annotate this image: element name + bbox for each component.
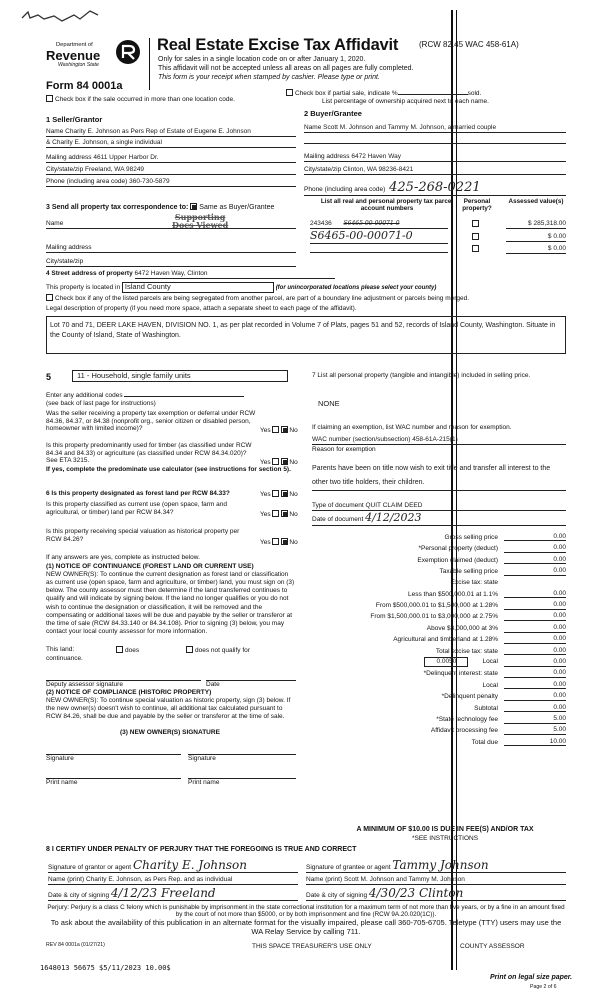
does-checkbox[interactable] — [116, 646, 123, 653]
calc-label: Subtotal — [474, 704, 498, 712]
calc-value[interactable]: 0.00 — [504, 635, 566, 644]
page-number: Page 2 of 6 — [530, 984, 557, 990]
buyer-city-field[interactable]: Clinton, WA 98236-8421 — [343, 166, 414, 173]
pct-instructions: List percentage of ownership acquired next to each name. — [322, 98, 489, 105]
doc-date-field[interactable]: 4/12/2023 — [365, 511, 422, 524]
calc-label: *State technology fee — [436, 715, 498, 723]
unincorp-note: (for unincorporated locations please select your county) — [275, 285, 437, 291]
seller-mail-label: Mailing address — [46, 154, 92, 161]
calc-label: Affidavit processing fee — [430, 727, 498, 735]
calc-value[interactable]: 0.00 — [504, 601, 566, 610]
calc-row — [300, 610, 566, 621]
buyer-heading: 2 Buyer/Grantee — [304, 109, 362, 118]
multi-location-label: Check box if the sale occurred in more than one location code. — [55, 96, 235, 103]
historic-question: Is this property receiving special valuation as historical property per RCW 84.26? — [46, 528, 240, 543]
calc-value[interactable]: 0.00 — [504, 681, 566, 690]
located-label: This property is located in — [46, 284, 121, 291]
personal-checkbox-3[interactable] — [472, 245, 479, 252]
legal-description-field[interactable]: Lot 70 and 71, DEER LAKE HAVEN, DIVISION NO. 1, as per plat recorded in Volume 7 of Plats, pages 51 and 52, records of Island County, Washington. Situate in the County of Island, State of Washington. — [46, 316, 566, 354]
calc-label: Agricultural and timberland at 1.28% — [393, 636, 498, 644]
checkbox[interactable] — [286, 89, 293, 96]
assessed-value-3[interactable]: $ 0.00 — [506, 245, 566, 254]
corr-mail-label: Mailing address — [46, 244, 92, 251]
no-label: No — [289, 511, 298, 518]
owner-signature-2[interactable]: Signature — [188, 754, 296, 763]
yes-checkbox[interactable] — [272, 490, 279, 497]
calc-label: *Delinquent interest: state — [423, 670, 498, 678]
header-line-2: This affidavit will not be accepted unless all areas on all pages are fully completed. — [158, 65, 414, 72]
continuance-label: continuance. — [46, 655, 83, 662]
owner-print-1[interactable]: Print name — [46, 778, 181, 787]
stamp-line1: Supporting — [174, 212, 226, 222]
calc-row — [300, 633, 566, 644]
calc-value[interactable]: 0.00 — [504, 624, 566, 633]
calc-value[interactable]: 0.00 — [504, 544, 566, 553]
yes-checkbox[interactable] — [272, 426, 279, 433]
personal-checkbox-2[interactable] — [472, 233, 479, 240]
calc-value[interactable]: 0.00 — [504, 647, 566, 656]
grantor-sig-label: Signature of grantor or agent — [48, 864, 132, 871]
addl-codes-label: Enter any additional codes — [46, 392, 123, 399]
calc-row — [300, 689, 566, 700]
seller-mail-field[interactable]: 4611 Upper Harbor Dr. — [93, 154, 159, 161]
calc-value[interactable]: 0.00 — [504, 669, 566, 678]
seller-phone-field[interactable]: 360-730-5879 — [129, 178, 170, 185]
buyer-name-field[interactable]: Scott M. Johnson and Tammy M. Johnson, a married couple — [323, 124, 497, 131]
buyer-phone-label: Phone (including area code) — [304, 186, 386, 193]
section7-heading: 7 List all personal property (tangible and intangible) included in selling price. — [312, 372, 531, 379]
q6b-yesno[interactable] — [260, 510, 298, 519]
buyer-name-label: Name — [304, 124, 322, 131]
grantor-name-label: Name (print) — [48, 876, 85, 883]
logo-revenue: Revenue — [46, 47, 101, 63]
section5-num: 5 — [46, 372, 52, 382]
calc-value[interactable]: 0.00 — [504, 533, 566, 542]
no-checkbox[interactable] — [281, 490, 288, 497]
no-label: No — [289, 427, 298, 434]
personal-checkbox-1[interactable] — [472, 220, 479, 227]
parcel-number[interactable]: 243436 — [310, 220, 332, 227]
treasurer-use-label: THIS SPACE TREASURER'S USE ONLY — [252, 943, 372, 950]
calc-value[interactable]: 0.00 — [504, 590, 566, 599]
grantee-date-field[interactable]: 4/30/23 Clinton — [368, 886, 464, 900]
calc-label: Exemption claimed (deduct) — [417, 556, 498, 564]
no-checkbox[interactable] — [281, 510, 288, 517]
calc-value[interactable]: 0.00 — [504, 704, 566, 713]
calc-row — [300, 553, 566, 564]
calc-value[interactable]: 5.00 — [504, 715, 566, 724]
owner-print-2[interactable]: Print name — [188, 778, 296, 787]
q6c-yesno[interactable] — [260, 538, 298, 547]
same-as-buyer-checkbox[interactable] — [190, 203, 197, 210]
no-checkbox[interactable] — [281, 426, 288, 433]
forest-question: 6 Is this property designated as forest land per RCW 84.33? — [46, 490, 230, 497]
rcw-ref: (RCW 82.45 WAC 458-61A) — [419, 40, 519, 49]
wac-label: WAC number (section/subsection) — [312, 436, 411, 443]
partial-pct-field[interactable] — [398, 94, 468, 95]
if-any-note: If any answers are yes, complete as instructed below. — [46, 554, 200, 561]
seller-city-label: City/state/zip — [46, 166, 84, 173]
corr-city-label: City/state/zip — [46, 258, 84, 265]
yes-label: Yes — [260, 539, 271, 546]
assessed-value-1[interactable]: $ 285,318.00 — [506, 220, 566, 229]
land-use-select[interactable]: 11 - Household, single family units — [72, 370, 288, 382]
county-select[interactable]: Island County — [122, 282, 274, 293]
yes-checkbox[interactable] — [272, 510, 279, 517]
seller-city-field[interactable]: Freeland, WA 98249 — [85, 166, 145, 173]
section3-heading: 3 Send all property tax correspondence to: — [46, 204, 189, 211]
this-land-label: This land: — [46, 646, 75, 653]
calc-value[interactable]: 0.00 — [504, 556, 566, 565]
stamp-line2: Docs Viewed — [172, 219, 229, 230]
revision-code: REV 84 0001a (01/27/21) — [46, 942, 105, 948]
grantee-name-label: Name (print) — [306, 876, 343, 883]
exemption-note: If claiming an exemption, list WAC number and reason for exemption. — [312, 424, 512, 431]
parcel-col-header: List all real and personal property tax parcel account numbers — [320, 198, 454, 213]
calc-label: Total due — [471, 738, 498, 746]
calc-label: Total excise tax: state — [435, 647, 498, 655]
addl-codes-field[interactable] — [124, 396, 244, 397]
doc-date-label: Date of document — [312, 516, 364, 523]
assessed-value-2[interactable]: $ 0.00 — [506, 233, 566, 242]
reason-label: Reason for exemption — [312, 446, 376, 453]
yes-checkbox[interactable] — [272, 458, 279, 465]
minimum-due-note: A MINIMUM OF $10.00 IS DUE IN FEE(S) AND/OR TAX — [356, 826, 534, 833]
scan-scribble — [20, 6, 106, 28]
calc-value[interactable]: 0.00 — [504, 692, 566, 701]
buyer-mail-label: Mailing address — [304, 153, 350, 160]
calc-label: Local — [482, 658, 498, 666]
calc-row — [300, 598, 566, 609]
calc-value[interactable]: 0.00 — [504, 658, 566, 667]
calc-row — [300, 678, 566, 689]
header-line-1: Only for sales in a single location code on or after January 1, 2020. — [158, 56, 366, 63]
parcel-row-2[interactable]: S6465-00-00071-0 — [310, 230, 448, 244]
calc-row — [300, 735, 566, 746]
seller-phone-label: Phone (including area code) — [46, 178, 128, 185]
segregate-label: Check box if any of the listed parcels are being segregated from another parcel, are part of a boundary line adjustment or parcels being merged. — [55, 295, 470, 302]
personal-col-header: Personal property? — [462, 198, 492, 213]
yes-label: Yes — [260, 427, 271, 434]
calc-label: Less than $500,000.01 at 1.1% — [408, 590, 498, 598]
yes-label: Yes — [260, 511, 271, 518]
continuance-text: NEW OWNER(S): To continue the current designation as forest land or classification as current use (open space, farm and agriculture, or timber) land, you must sign on (3) below. The county assessor must then determine if the land transferred continues to qualify and will indicate by signing below. If the land no longer qualifies or you do not wish to continue the designation or classification, it will be removed and the compensating or additional taxes will be due and payable by the seller or transferor at the time of sale (RCW 84.33.140 or 84.34.108). Prior to signing (3) below, you may contact your local county assessor for more information. — [46, 571, 295, 635]
grantor-date-label: Date & city of signing — [48, 892, 110, 899]
yes-checkbox[interactable] — [272, 538, 279, 545]
buyer-mail-field[interactable]: 6472 Haven Way — [351, 153, 401, 160]
revenue-logo-icon — [114, 38, 142, 66]
q1-yesno[interactable] — [260, 426, 298, 435]
owner-signature-1[interactable]: Signature — [46, 754, 181, 763]
calc-label: *Personal property (deduct) — [418, 545, 498, 553]
see-instructions: *SEE INSTRUCTIONS — [411, 835, 479, 842]
compliance-heading: (2) NOTICE OF COMPLIANCE (HISTORIC PROPERTY) — [46, 689, 212, 696]
current-use-question: Is this property classified as current use (open space, farm and agricultural, or timber) land per RCW 84.34? — [46, 501, 228, 516]
buyer-city-label: City/state/zip — [304, 166, 342, 173]
calc-label: Gross selling price — [444, 533, 498, 541]
deputy-signature-line[interactable]: Deputy assessor signature — [46, 680, 201, 689]
exemption-question: Was the seller receiving a property tax exemption or deferral under RCW 84.36, 84.37, or 84.38 (nonprofit org., senior citizen or disabled person, homeowner with limited income)? — [46, 410, 256, 433]
sold-label: sold. — [467, 90, 482, 97]
calc-row — [300, 587, 566, 598]
alternate-format-note: To ask about the availability of this publication in an alternate format for the visually impaired, please call 360-705-6705. Teletype (TTY) users may use the WA Relay Service by calling 711. — [50, 918, 562, 936]
revenue-logo — [46, 42, 112, 68]
calc-row — [300, 576, 566, 587]
wac-field[interactable]: 458-61A-215(1) — [412, 436, 458, 443]
grantor-signature[interactable]: Charity E. Johnson — [132, 858, 247, 872]
no-checkbox[interactable] — [281, 458, 288, 465]
calc-value[interactable]: 0.00 — [504, 612, 566, 621]
page-title: Real Estate Excise Tax Affidavit — [157, 36, 399, 54]
cashier-stamp: 1648013 56675 $5/11/2023 10.00$ — [40, 964, 171, 972]
no-label: No — [289, 459, 298, 466]
calc-label: *Delinquent penalty — [441, 693, 498, 701]
grantee-name-field[interactable]: Scott M. Johnson and Tammy M. Johnson — [343, 876, 465, 883]
calc-row — [300, 564, 566, 575]
assessed-col-header: Assessed value(s) — [508, 198, 564, 205]
addl-codes-note: (see back of last page for instructions) — [46, 400, 156, 407]
calc-row — [300, 541, 566, 552]
calc-label: Above $3,000,000 at 3% — [426, 624, 498, 632]
calc-row — [300, 667, 566, 678]
grantor-date-field[interactable]: 4/12/23 Freeland — [110, 886, 216, 900]
doc-type-label: Type of document — [312, 502, 364, 509]
header-divider — [149, 38, 150, 90]
corr-name-label: Name — [46, 220, 64, 227]
seller-name-line2[interactable]: & Charity E. Johnson, a single individual — [46, 139, 296, 148]
calc-row — [300, 712, 566, 723]
street-field[interactable]: 6472 Haven Way, Clinton — [135, 270, 335, 279]
legal-paper-note: Print on legal size paper. — [490, 974, 573, 981]
legal-desc-label: Legal description of property (if you need more space, attach a separate sheet to each page of the affidavit). — [46, 305, 357, 312]
calc-row — [300, 644, 566, 655]
does-not-checkbox[interactable] — [186, 646, 193, 653]
doc-type-field[interactable]: QUIT CLAIM DEED — [365, 502, 423, 509]
yes-label: Yes — [260, 459, 271, 466]
seller-name-field[interactable]: Charity E. Johnson as Pers Rep of Estate of Eugene E. Johnson — [65, 128, 251, 135]
calc-label: From $1,500,000.01 to $3,000,000 at 2.75% — [370, 613, 498, 621]
buyer-phone-field[interactable]: 425-268-0221 — [389, 180, 481, 195]
partial-sale-label: Check box if partial sale, indicate % — [295, 90, 398, 97]
timber-note: If yes, complete the predominate use calculator (see instructions for section 5). — [46, 466, 291, 473]
local-rate-field[interactable]: 0.0050 — [424, 657, 468, 667]
no-label: No — [289, 539, 298, 546]
seller-name-label: Name — [46, 128, 64, 135]
no-label: No — [289, 491, 298, 498]
does-not-label: does not qualify for — [195, 647, 250, 654]
timber-question: Is this property predominantly used for timber (as classified under RCW 84.34 and 84.33) or agriculture (as classified under RCW 84.34.020)? See ETA 3215. — [46, 442, 252, 465]
compliance-text: NEW OWNER(S): To continue special valuation as historic property, sign (3) below. If the new owner(s) doesn't wish to continue, all additional tax calculated pursuant to RCW 84.26, shall be due and payable by the seller or transferor at the time of sale. — [46, 697, 291, 721]
buyer-name-line2[interactable] — [304, 136, 566, 144]
calc-row — [300, 530, 566, 541]
yes-label: Yes — [260, 491, 271, 498]
multi-location-check[interactable] — [46, 95, 235, 104]
continuance-heading: (1) NOTICE OF CONTINUANCE (FOREST LAND OR CURRENT USE) — [46, 563, 254, 570]
calc-row — [300, 621, 566, 632]
calc-label: Taxable selling price — [439, 567, 498, 575]
personal-property-field[interactable]: NONE — [318, 399, 340, 408]
calc-value[interactable]: 10.00 — [504, 738, 566, 747]
logo-state: Washington State — [58, 61, 99, 68]
logo-dept: Department of — [56, 42, 93, 48]
parcel-row-3[interactable] — [310, 245, 448, 253]
does-label: does — [125, 647, 140, 654]
deputy-date-line[interactable]: Date — [206, 680, 296, 689]
no-checkbox[interactable] — [281, 538, 288, 545]
certify-heading: 8 I CERTIFY UNDER PENALTY OF PERJURY THAT THE FOREGOING IS TRUE AND CORRECT — [46, 846, 357, 853]
calc-row — [300, 655, 566, 666]
segregate-checkbox[interactable] — [46, 294, 53, 301]
calc-label: Local — [482, 681, 498, 689]
grantee-date-label: Date & city of signing — [306, 892, 368, 899]
tax-calculation-table — [300, 530, 566, 746]
q6a-yesno[interactable] — [260, 490, 298, 499]
partial-sale-check[interactable] — [286, 89, 481, 98]
seller-heading: 1 Seller/Grantor — [46, 115, 103, 124]
grantee-signature[interactable]: Tammy Johnson — [392, 858, 489, 872]
street-label: 4 Street address of property — [46, 270, 133, 277]
calc-label: Excise tax: state — [450, 579, 498, 587]
reason-field[interactable]: Parents have been on title now wish to exit title and transfer all interest to the other two title holders, their children. — [312, 462, 566, 491]
same-as-buyer-label: Same as Buyer/Grantee — [199, 204, 275, 211]
calc-row — [300, 724, 566, 735]
calc-label-wrap — [300, 657, 504, 667]
parcel-row-1[interactable] — [310, 220, 448, 229]
header-line-3: This form is your receipt when stamped by cashier. Please type or print. — [158, 74, 380, 81]
calc-value[interactable]: 0.00 — [504, 567, 566, 576]
parcel-struck: S6465-00-00071-0 — [343, 220, 400, 227]
supporting-docs-stamp — [172, 214, 228, 229]
grantee-sig-label: Signature of grantee or agent — [306, 864, 391, 871]
calc-row — [300, 701, 566, 712]
calc-value[interactable]: 5.00 — [504, 726, 566, 735]
checkbox[interactable] — [46, 95, 53, 102]
perjury-note: Perjury: Perjury is a class C felony which is punishable by imprisonment in the state correctional institution for a maximum term of not more than five years, or by a fine in an amount fixed by the court of not more than $5000, or by both imprisonment and fine (RCW 9A.20.020(1C)). — [47, 904, 565, 919]
form-number: Form 84 0001a — [46, 80, 123, 92]
new-owner-sig-heading: (3) NEW OWNER(S) SIGNATURE — [120, 729, 220, 736]
calc-label: From $500,000.01 to $1,500,000 at 1.28% — [375, 602, 498, 610]
county-assessor-label: COUNTY ASSESSOR — [460, 943, 525, 950]
grantor-name-field[interactable]: Charity E. Johnson, as Pers Rep. and as individual — [85, 876, 233, 883]
